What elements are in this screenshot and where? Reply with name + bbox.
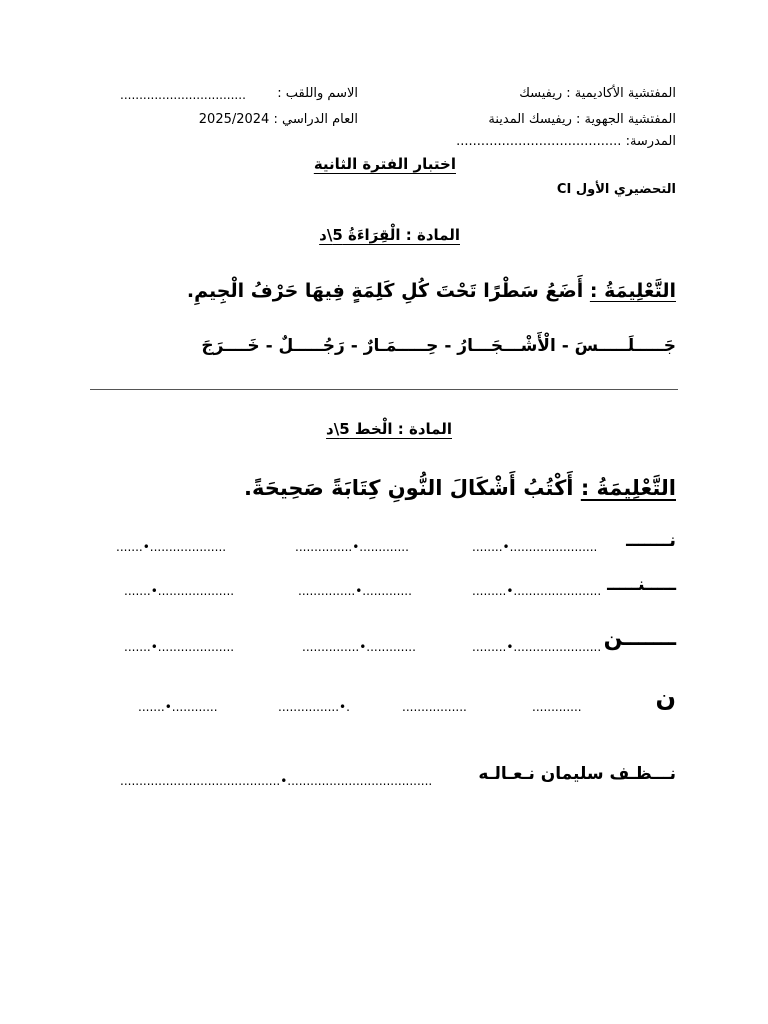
- name-label: الاسم واللقب :: [277, 86, 358, 101]
- writing-blank: .............: [532, 700, 582, 714]
- instruction-text: أَكْتُبُ أَشْكَالَ النُّونِ كِتَابَةً صَحِيحَةً.: [243, 476, 574, 500]
- cleanliness-label: نـــظـف سليمان نـعـالـه: [478, 764, 676, 784]
- instruction-label: التَّعْلِيمَةُ :: [580, 476, 676, 500]
- writing-blank: .......•....................: [116, 540, 227, 554]
- instruction-label: التَّعْلِيمَةُ :: [589, 280, 676, 302]
- section-divider: [90, 389, 678, 390]
- nun-form-medial: ـــــنـــــ: [607, 574, 676, 595]
- reading-instruction: [187, 280, 676, 302]
- cleanliness-blank: ..........................................•......................................: [120, 774, 433, 788]
- writing-blank: .........•.......................: [472, 584, 602, 598]
- nun-form-final: ـــــــن: [603, 626, 676, 651]
- writing-blank: .................: [402, 700, 467, 714]
- nun-form-isolated: ن: [655, 684, 676, 712]
- writing-blank: ...............•.............: [302, 640, 416, 654]
- reading-words: جَـــــلَـــــسَ - الْأَشْـــجَـــارُ - حِـــــمَـارٌ - رَجُـــــلٌ - خَــــرَجَ: [201, 336, 676, 356]
- school-year: العام الدراسي : 2025/2024: [198, 112, 358, 127]
- writing-blank: .......•............: [138, 700, 218, 714]
- writing-blank: ........•.......................: [472, 540, 598, 554]
- name-blank: .................................: [120, 88, 246, 102]
- writing-blank: .......•....................: [124, 640, 235, 654]
- page-title: اختبار الفترة الثانية: [313, 155, 456, 173]
- writing-blank: .........•.......................: [472, 640, 602, 654]
- writing-instruction: [244, 476, 676, 500]
- writing-blank: ...............•.............: [298, 584, 412, 598]
- reading-subject: المادة : الْقِرَاءَةُ 5\د: [319, 226, 460, 244]
- writing-blank: .......•....................: [124, 584, 235, 598]
- writing-subject: المادة : الْخط 5\د: [326, 420, 452, 438]
- nun-form-initial: نـــــــ: [626, 530, 676, 551]
- academy-inspectorate: المفتشية الأكاديمية : ريفيسك: [519, 86, 676, 101]
- writing-blank: ................•.: [278, 700, 350, 714]
- level-label: التحضيري الأول CI: [556, 182, 676, 197]
- instruction-text: أَضَعُ سَطْرًا تَحْتَ كُلِ كَلِمَةٍ فِيهَا حَرْفُ الْجِيمِ.: [186, 280, 584, 302]
- writing-blank: ...............•.............: [295, 540, 409, 554]
- school-field: المدرسة: ........................................: [456, 134, 676, 149]
- regional-inspectorate: المفتشية الجهوية : ريفيسك المدينة: [488, 112, 676, 127]
